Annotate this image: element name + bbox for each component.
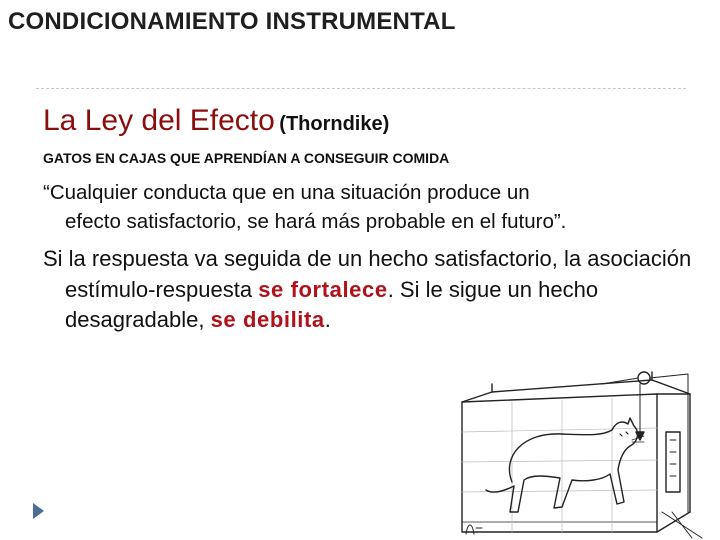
heading [43, 104, 389, 138]
cat-puzzle-box-icon [452, 362, 712, 540]
slide-title: CONDICIONAMIENTO INSTRUMENTAL [8, 8, 456, 35]
law-statement [43, 244, 705, 336]
subheading: GATOS EN CAJAS QUE APRENDÍAN A CONSEGUIR COMIDA [43, 150, 450, 166]
quote-line-2: efecto satisfactorio, se hará más probable en el futuro”. [65, 210, 567, 233]
arrow-bullet-icon [33, 503, 44, 519]
rule-text-3: . [324, 307, 331, 332]
divider [36, 88, 686, 89]
quote-line-1: “Cualquier conducta que en una situación produce un [43, 181, 530, 204]
heading-sub: (Thorndike) [279, 113, 390, 135]
emphasis-weakens: se debilita [210, 307, 325, 332]
rule-text-1: Si la respuesta va seguida de un hecho satisfactorio, la asociación estímulo-respuesta [43, 246, 692, 302]
rule-text-2: . Si le sigue un hecho desagradable, [65, 276, 599, 332]
heading-main: La Ley del Efecto [43, 104, 275, 137]
emphasis-strengthens: se fortalece [258, 276, 388, 302]
thorndike-quote [43, 178, 705, 236]
